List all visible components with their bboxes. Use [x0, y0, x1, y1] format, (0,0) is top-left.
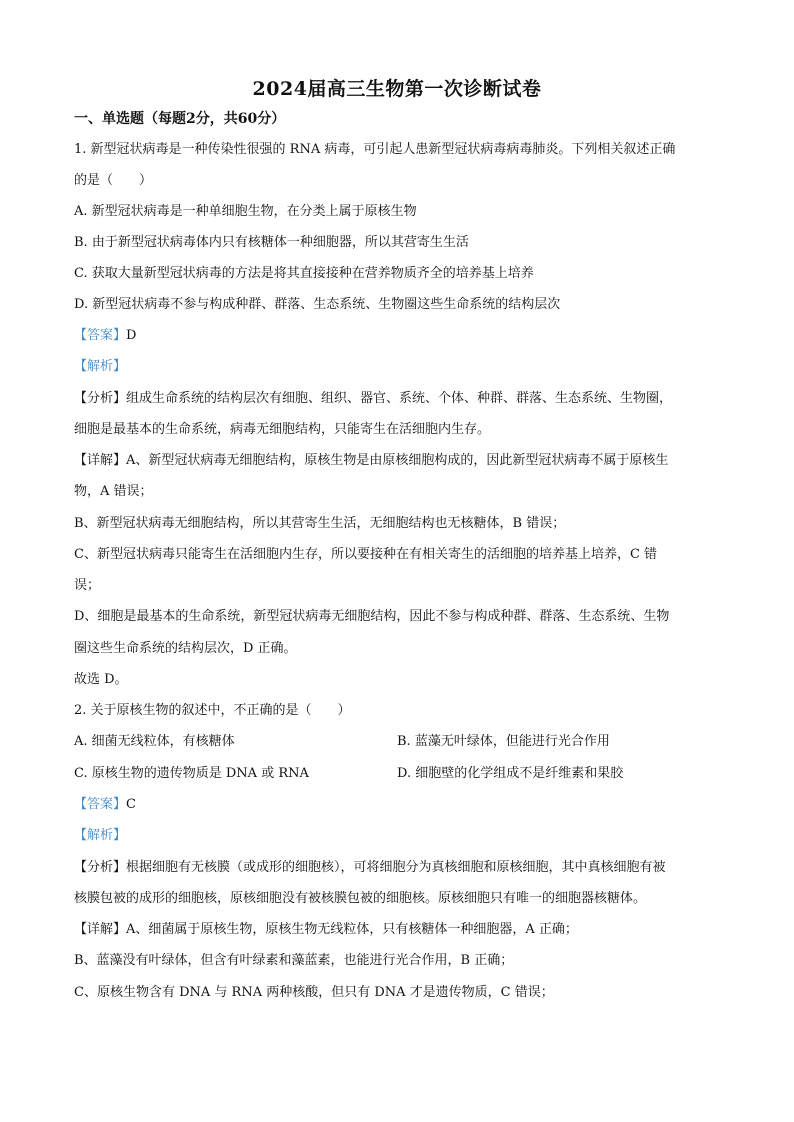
q2-answer-value: C — [126, 797, 136, 812]
q1-xiangjie-tag: 【详解】 — [74, 453, 127, 468]
q1-fenxi-line-1 — [74, 390, 724, 408]
q1-answer-value: D — [126, 328, 137, 343]
q2-xiangjie-line-1 — [74, 921, 724, 939]
q1-xiangjie-line-6: D、细胞是最基本的生命系统，新型冠状病毒无细胞结构，因此不参与构成种群、群落、生态系统、生物 — [74, 609, 670, 624]
q2-fenxi-text-1: 根据细胞有无核膜（或成形的细胞核），可将细胞分为真核细胞和原核细胞，其中真核细胞有被 — [126, 860, 666, 875]
q2-stem: 2. 关于原核生物的叙述中，不正确的是（ ） — [74, 703, 351, 718]
q2-xiangjie-text-1: A、细菌属于原核生物，原核生物无线粒体，只有核糖体一种细胞器，A 正确； — [126, 922, 578, 937]
q2-fenxi-line-2: 核膜包被的成形的细胞核，原核细胞没有被核膜包被的细胞核。原核细胞只有唯一的细胞器核糖体。 — [74, 891, 647, 906]
q1-xiangjie-line-7: 圈这些生命系统的结构层次，D 正确。 — [74, 641, 297, 656]
q2-option-b: B. 蓝藻无叶绿体，但能进行光合作用 — [397, 734, 610, 749]
q2-fenxi-tag: 【分析】 — [74, 860, 127, 875]
q2-option-a: A. 细菌无线粒体，有核糖体 — [74, 734, 235, 749]
q1-xiangjie-line-4: C、新型冠状病毒只能寄生在活细胞内生存，所以要接种在有相关寄生的活细胞的培养基上培养，C 错 — [74, 547, 658, 562]
q2-option-d: D. 细胞壁的化学组成不是纤维素和果胶 — [397, 766, 624, 781]
q1-option-b: B. 由于新型冠状病毒体内只有核糖体一种细胞器，所以其营寄生生活 — [74, 235, 469, 250]
q1-stem-line-2: 的是（ ） — [74, 173, 153, 188]
q1-xiangjie-line-1 — [74, 452, 724, 470]
q1-conclusion: 故选 D。 — [74, 672, 128, 687]
q2-xiangjie-line-3: C、原核生物含有 DNA 与 RNA 两种核酸，但只有 DNA 才是遗传物质，C 错误； — [74, 985, 554, 1000]
q2-xiangjie-tag: 【详解】 — [74, 922, 127, 937]
section-heading: 一、单选题（每题2分，共60分） — [74, 111, 286, 127]
q1-fenxi-tag: 【分析】 — [74, 391, 127, 406]
q2-analysis — [74, 827, 724, 845]
q1-stem-line-1: 1. 新型冠状病毒是一种传染性很强的 RNA 病毒，可引起人患新型冠状病毒病毒肺炎。下列相关叙述正确 — [74, 142, 676, 157]
q1-fenxi-text-1: 组成生命系统的结构层次有细胞、组织、器官、系统、个体、种群、群落、生态系统、生物圈， — [126, 391, 673, 406]
q1-fenxi-line-2: 细胞是最基本的生命系统，病毒无细胞结构，只能寄生在活细胞内生存。 — [74, 422, 491, 437]
q1-answer — [74, 327, 724, 345]
q2-answer — [74, 796, 724, 814]
q1-analysis-tag: 【解析】 — [74, 359, 127, 374]
q1-option-c: C. 获取大量新型冠状病毒的方法是将其直接接种在营养物质齐全的培养基上培养 — [74, 266, 534, 281]
q2-fenxi-line-1 — [74, 859, 724, 877]
q2-analysis-tag: 【解析】 — [74, 828, 127, 843]
q1-xiangjie-line-2: 物，A 错误； — [74, 484, 153, 499]
q1-xiangjie-line-3: B、新型冠状病毒无细胞结构，所以其营寄生生活，无细胞结构也无核糖体，B 错误； — [74, 516, 566, 531]
q1-option-a: A. 新型冠状病毒是一种单细胞生物，在分类上属于原核生物 — [74, 204, 417, 219]
page-title: 2024届高三生物第一次诊断试卷 — [252, 78, 542, 100]
q2-xiangjie-line-2: B、蓝藻没有叶绿体，但含有叶绿素和藻蓝素，也能进行光合作用，B 正确； — [74, 953, 514, 968]
q2-answer-tag: 【答案】 — [74, 797, 127, 812]
q1-answer-tag: 【答案】 — [74, 328, 127, 343]
q1-option-d: D. 新型冠状病毒不参与构成种群、群落、生态系统、生物圈这些生命系统的结构层次 — [74, 297, 561, 312]
q1-xiangjie-text-1: A、新型冠状病毒无细胞结构，原核生物是由原核细胞构成的，因此新型冠状病毒不属于原核生 — [126, 453, 669, 468]
q1-xiangjie-line-5: 误； — [74, 578, 101, 593]
q1-analysis — [74, 358, 724, 376]
q2-option-c: C. 原核生物的遗传物质是 DNA 或 RNA — [74, 766, 309, 781]
